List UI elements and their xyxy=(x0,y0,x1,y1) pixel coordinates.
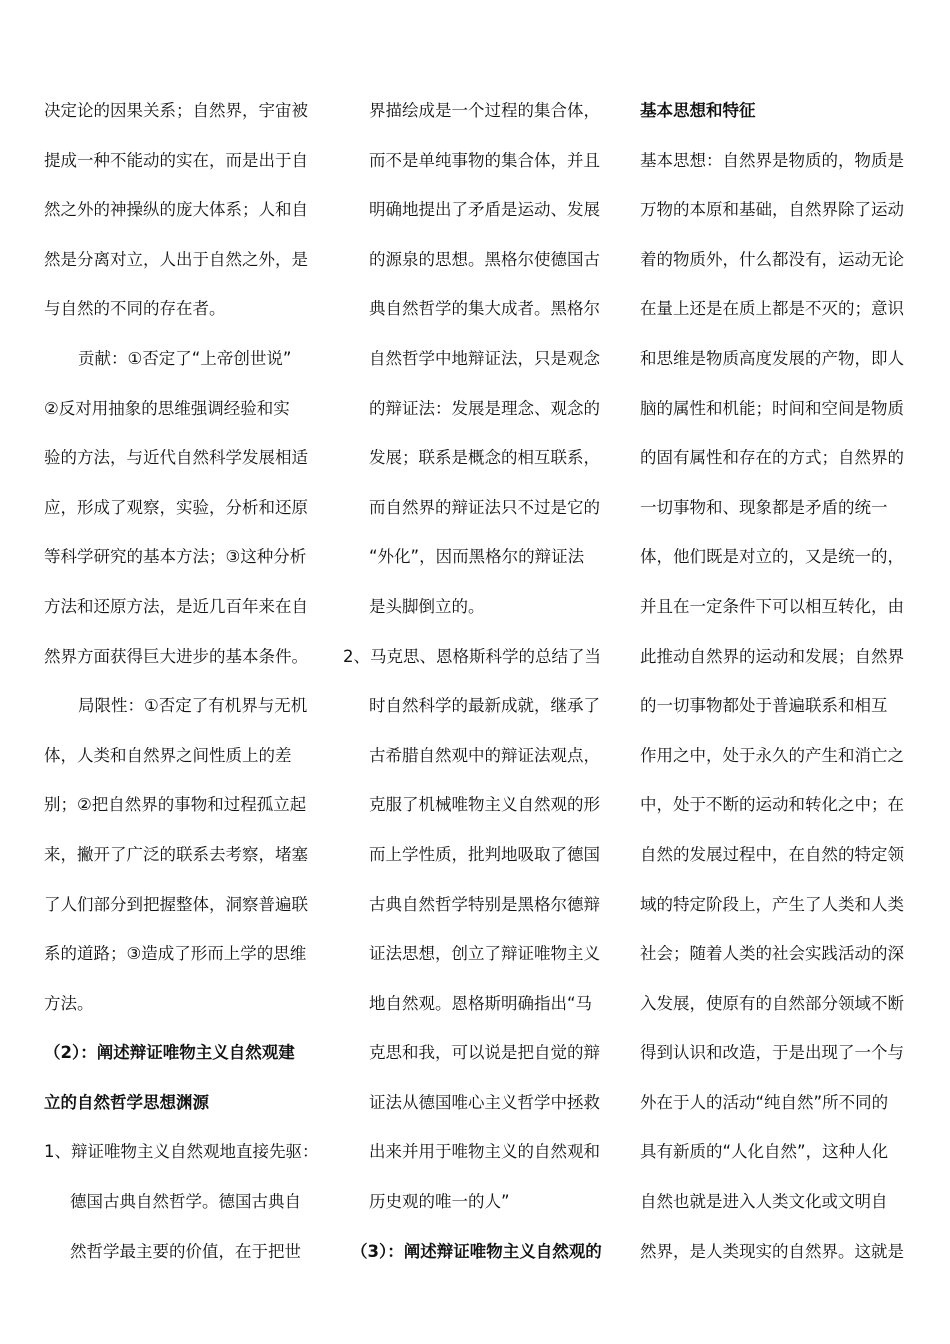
text-line: 然之外的神操纵的庞大体系；人和自 xyxy=(44,200,308,220)
text-line: 界描绘成是一个过程的集合体， xyxy=(369,101,600,120)
text-line: 域的特定阶段上，产生了人类和人类 xyxy=(640,894,904,914)
text-line: 得到认识和改造，于是出现了一个与 xyxy=(640,1043,904,1063)
text-line: 此推动自然界的运动和发展；自然界 xyxy=(640,646,904,666)
text-line: 方法和还原方法，是近几百年来在自 xyxy=(44,596,308,616)
text-line: 来，撇开了广泛的联系去考察，堵塞 xyxy=(44,844,308,864)
text-line: 时自然科学的最新成就，继承了 xyxy=(369,696,600,716)
text-line: 自然也就是进入人类文化或文明自 xyxy=(640,1192,888,1212)
text-line: 体，他们既是对立的，又是统一的， xyxy=(640,547,904,567)
text-column-3 xyxy=(640,86,908,1276)
text-line: 作用之中，处于永久的产生和消亡之 xyxy=(640,745,904,765)
text-line: 基本思想：自然界是物质的，物质是 xyxy=(640,150,904,170)
text-line: 是头脚倒立的。 xyxy=(369,596,485,616)
text-line: 发展；联系是概念的相互联系， xyxy=(369,448,600,468)
text-line: 了人们部分到把握整体，洞察普遍联 xyxy=(44,894,308,914)
text-line: 应，形成了观察，实验，分析和还原 xyxy=(44,497,308,517)
section-heading-line: 立的自然哲学思想渊源 xyxy=(44,1092,209,1112)
text-line: 然界方面获得巨大进步的基本条件。 xyxy=(44,646,308,666)
text-line: 外在于人的活动“纯自然”所不同的 xyxy=(640,1092,889,1112)
text-line: 克服了机械唯物主义自然观的形 xyxy=(369,795,600,815)
text-line: 具有新质的“人化自然”，这种人化 xyxy=(640,1142,889,1162)
text-line: 社会；随着人类的社会实践活动的深 xyxy=(640,944,904,964)
text-line: 出来并用于唯物主义的自然观和 xyxy=(369,1142,600,1162)
text-line: 的一切事物都处于普遍联系和相互 xyxy=(640,696,888,716)
text-line: 的辩证法：发展是理念、观念的 xyxy=(369,398,600,418)
text-line: 万物的本原和基础，自然界除了运动 xyxy=(640,200,904,220)
text-line: 德国古典自然哲学。德国古典自 xyxy=(70,1192,301,1212)
text-line: 系的道路；③造成了形而上学的思维 xyxy=(44,944,307,964)
text-line: 一切事物和、现象都是矛盾的统一 xyxy=(640,497,888,517)
text-line: 的源泉的思想。黑格尔使德国古 xyxy=(369,249,600,269)
text-line: 中，处于不断的运动和转化之中；在 xyxy=(640,795,904,815)
text-line: 别；②把自然界的事物和过程孤立起 xyxy=(44,795,307,815)
text-line: 而自然界的辩证法只不过是它的 xyxy=(369,497,600,517)
text-line: 入发展，使原有的自然部分领域不断 xyxy=(640,993,904,1013)
text-line: 与自然的不同的存在者。 xyxy=(44,299,226,319)
text-line: ②反对用抽象的思维强调经验和实 xyxy=(44,398,290,418)
text-column-2 xyxy=(343,86,613,1276)
text-line: 自然哲学中地辩证法，只是观念 xyxy=(369,348,600,368)
text-line: 等科学研究的基本方法；③这种分析 xyxy=(44,547,307,567)
text-line: 和思维是物质高度发展的产物，即人 xyxy=(640,348,904,368)
section-heading-line: 基本思想和特征 xyxy=(640,101,756,120)
text-line: 局限性：①否定了有机界与无机 xyxy=(78,696,308,716)
text-line: 决定论的因果关系；自然界，宇宙被 xyxy=(44,101,308,120)
text-line: 然是分离对立，人出于自然之外，是 xyxy=(44,249,308,269)
text-line: 着的物质外，什么都没有，运动无论 xyxy=(640,249,904,269)
section-heading-line: （2）：阐述辩证唯物主义自然观建 xyxy=(44,1043,295,1063)
text-line: 脑的属性和机能；时间和空间是物质 xyxy=(640,398,904,418)
text-line: 提成一种不能动的实在，而是出于自 xyxy=(44,150,308,170)
text-line: 克思和我，可以说是把自觉的辩 xyxy=(369,1043,600,1063)
text-line: 明确地提出了矛盾是运动、发展 xyxy=(369,200,600,220)
text-line: 在量上还是在质上都是不灭的；意识 xyxy=(640,299,904,319)
text-line: 古典自然哲学特别是黑格尔德辩 xyxy=(369,894,600,914)
text-line: 体，人类和自然界之间性质上的差 xyxy=(44,745,292,765)
text-line: 自然的发展过程中，在自然的特定领 xyxy=(640,844,904,864)
text-line: 而不是单纯事物的集合体，并且 xyxy=(369,150,600,170)
text-line: 1、辩证唯物主义自然观地直接先驱： xyxy=(44,1142,319,1162)
text-line: 历史观的唯一的人” xyxy=(369,1192,510,1212)
text-column-1 xyxy=(44,86,319,1276)
text-line: 验的方法，与近代自然科学发展相适 xyxy=(44,448,308,468)
text-line: 方法。 xyxy=(44,993,94,1013)
text-line: “外化”，因而黑格尔的辩证法 xyxy=(369,547,585,567)
text-line: 古希腊自然观中的辩证法观点， xyxy=(369,745,600,765)
text-line: 典自然哲学的集大成者。黑格尔 xyxy=(369,299,600,319)
text-line: 然界，是人类现实的自然界。这就是 xyxy=(640,1241,904,1261)
text-line: 贡献：①否定了“上帝创世说” xyxy=(78,348,292,368)
text-line: 地自然观。恩格斯明确指出“马 xyxy=(369,993,593,1013)
text-line: 2、马克思、恩格斯科学的总结了当 xyxy=(343,646,601,666)
text-line: 证法思想，创立了辩证唯物主义 xyxy=(369,944,600,964)
text-line: 然哲学最主要的价值，在于把世 xyxy=(70,1241,301,1261)
text-line: 的固有属性和存在的方式；自然界的 xyxy=(640,448,904,468)
section-heading-line: （3）：阐述辩证唯物主义自然观的 xyxy=(351,1241,602,1261)
text-line: 证法从德国唯心主义哲学中拯救 xyxy=(369,1092,600,1112)
text-line: 并且在一定条件下可以相互转化，由 xyxy=(640,596,904,616)
text-line: 而上学性质，批判地吸取了德国 xyxy=(369,844,600,864)
